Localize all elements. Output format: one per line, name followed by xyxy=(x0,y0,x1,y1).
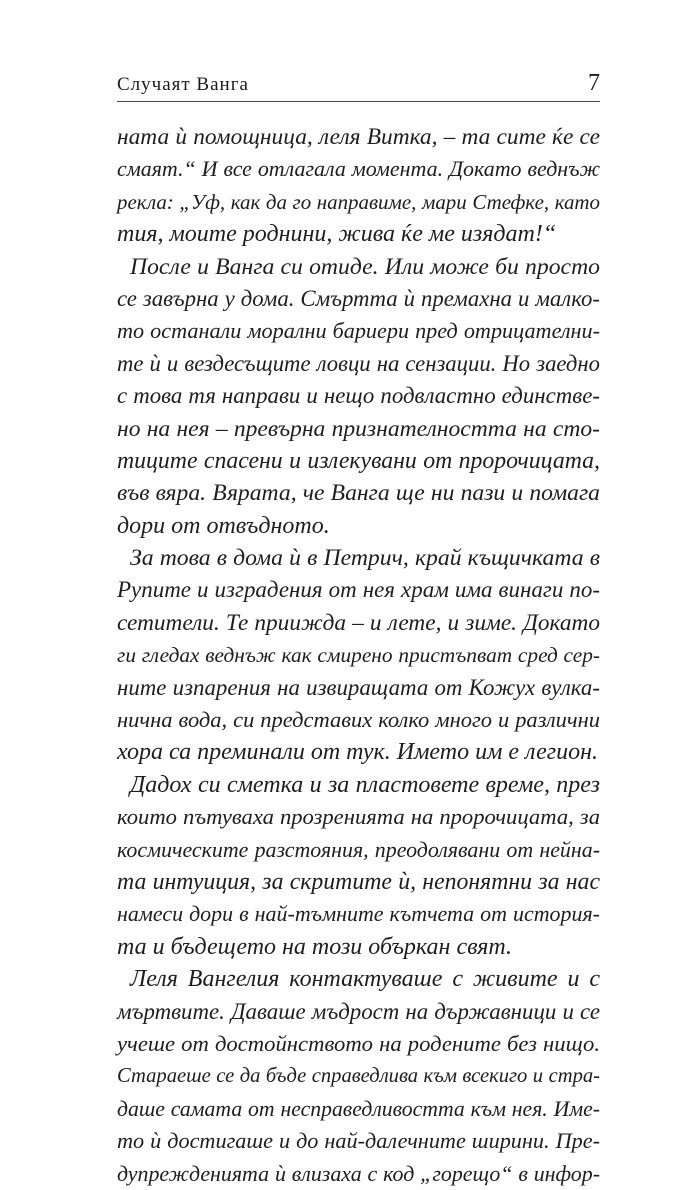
text-line: Рупите и изградения от нея храм има винаги по- xyxy=(117,577,600,603)
text-line: намеси дори в най-тъмните кътчета от история- xyxy=(117,901,600,927)
header-rule xyxy=(117,101,600,102)
text-line: нична вода, си представих колко много и различни xyxy=(117,707,600,733)
text-line: мъртвите. Даваше мъдрост на държавници и се xyxy=(117,998,600,1024)
text-line: Стараеше се да бъде справедлива към всекиго и стра- xyxy=(117,1065,600,1088)
running-head xyxy=(117,70,600,100)
text-line: се завърна у дома. Смъртта ѝ премахна и малко- xyxy=(117,285,600,311)
text-line: сетители. Те приижда – и лете, и зиме. Докато xyxy=(117,609,600,636)
page-number: 7 xyxy=(588,70,600,96)
text-line: които пътуваха прозренията на пророчицата, за xyxy=(117,804,600,830)
text-line: даше самата от несправедливостта към нея. Име- xyxy=(117,1096,600,1121)
text-line: тия, моите роднини, жива ќе ме изядат!“ xyxy=(117,221,557,248)
text-line: хора са преминали от тук. Името им е легион. xyxy=(117,739,599,766)
text-line: дори от отвъдното. xyxy=(117,512,330,539)
text-line: та интуиция, за скритите ѝ, непонятни за нас xyxy=(117,868,600,895)
text-line: те ѝ и вездесъщите ловци на сензации. Но заедно xyxy=(117,350,600,376)
text-line: Дадох си сметка и за пластовете време, през xyxy=(130,771,600,798)
text-line: то останали морални бариери пред отрицателни- xyxy=(117,318,600,344)
text-line: с това тя направи и нещо подвластно единстве- xyxy=(117,383,600,409)
text-line: За това в дома ѝ в Петрич, край къщичката в xyxy=(130,545,600,572)
text-line: във вяра. Вярата, че Ванга ще ни пази и помага xyxy=(117,480,600,507)
text-line: тиците спасени и излекувани от пророчицата, xyxy=(117,447,600,474)
text-line: Леля Вангелия контактуваше с живите и с xyxy=(130,966,600,993)
text-line: учеше от достойнството на родените без нищо. xyxy=(117,1030,600,1056)
text-line: космическите разстояния, преодолявани от нейна- xyxy=(117,836,600,862)
text-line: ните изпарения на извиращата от Кожух вулка- xyxy=(117,674,600,700)
text-line: смаят.“ И все отлагала момента. Докато веднъж xyxy=(117,156,600,182)
text-line: та и бъдещето на този объркан свят. xyxy=(117,933,512,960)
text-line: ната ѝ помощница, леля Витка, – та сите ќе се xyxy=(117,124,600,150)
text-line: дупрежденията ѝ влизаха с код „горещо“ в инфор- xyxy=(117,1160,600,1186)
text-line: но на нея – превърна признателността на сто- xyxy=(117,415,600,442)
body-text xyxy=(117,121,600,1190)
text-line: рекла: „Уф, как да го направиме, мари Стефке, като xyxy=(117,189,600,214)
running-title: Случаят Ванга xyxy=(117,74,249,95)
text-line: ги гледах веднъж как смирено пристъпват сред сер- xyxy=(117,643,600,668)
text-line: После и Ванга си отиде. Или може би просто xyxy=(130,253,600,280)
text-line: то ѝ достигаше и до най-далечните ширини. Пре- xyxy=(117,1128,600,1154)
